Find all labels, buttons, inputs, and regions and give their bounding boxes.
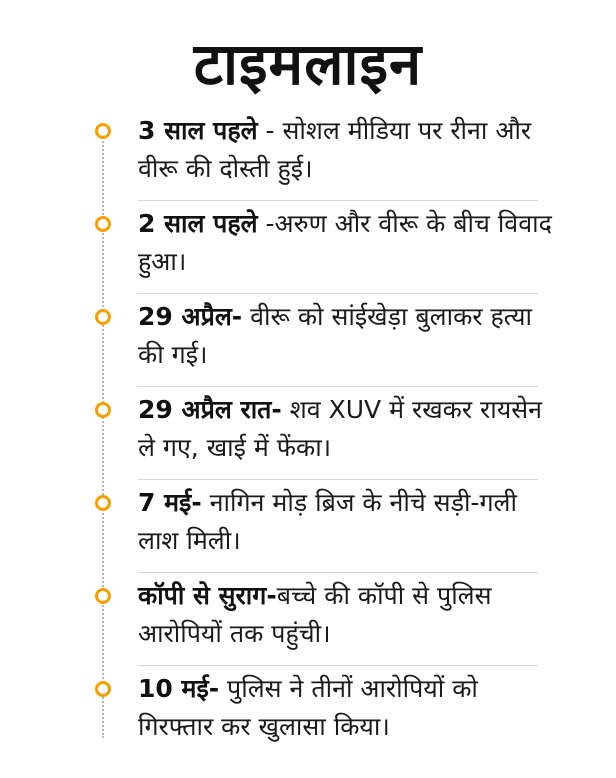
event-description: शव XUV में रखकर रायसेन ले गए, खाई में फेंका। <box>138 395 542 462</box>
event-description: बच्चे की कॉपी से पुलिस आरोपियों तक पहुंची। <box>138 581 492 648</box>
event-description: पुलिस ने तीनों आरोपियों को गिरफ्तार कर खुलासा किया। <box>138 674 478 741</box>
timeline-event <box>0 573 616 666</box>
event-text <box>138 298 558 374</box>
timeline-event <box>0 201 616 294</box>
event-label: 29 अप्रैल रात- <box>138 395 282 424</box>
event-label: 10 मई- <box>138 674 220 703</box>
timeline-dot-icon <box>95 588 111 604</box>
timeline-event <box>0 480 616 573</box>
event-text <box>138 391 558 467</box>
event-label: 3 साल पहले <box>138 116 258 145</box>
event-label: कॉपी से सुराग- <box>138 581 277 610</box>
timeline-dot-icon <box>95 123 111 139</box>
timeline-dot-icon <box>95 402 111 418</box>
timeline <box>0 108 616 748</box>
event-description: -अरुण और वीरू के बीच विवाद हुआ। <box>138 209 552 276</box>
page-title: टाइमलाइन <box>193 30 423 98</box>
event-description: - सोशल मीडिया पर रीना और वीरू की दोस्ती हुई। <box>138 116 532 183</box>
timeline-event <box>0 666 616 759</box>
timeline-dot-icon <box>95 216 111 232</box>
event-text <box>138 112 558 188</box>
timeline-dot-icon <box>95 681 111 697</box>
event-text <box>138 484 558 560</box>
event-text <box>138 577 558 653</box>
timeline-dot-icon <box>95 309 111 325</box>
event-label: 7 मई- <box>138 488 202 517</box>
timeline-event <box>0 294 616 387</box>
timeline-event <box>0 108 616 201</box>
event-description: वीरू को सांईखेड़ा बुलाकर हत्या की गई। <box>138 302 532 369</box>
event-label: 2 साल पहले <box>138 209 258 238</box>
event-text <box>138 205 558 281</box>
timeline-dot-icon <box>95 495 111 511</box>
event-description: नागिन मोड़ ब्रिज के नीचे सड़ी-गली लाश मिली। <box>138 488 517 555</box>
event-text <box>138 670 558 746</box>
event-label: 29 अप्रैल- <box>138 302 243 331</box>
timeline-event <box>0 387 616 480</box>
